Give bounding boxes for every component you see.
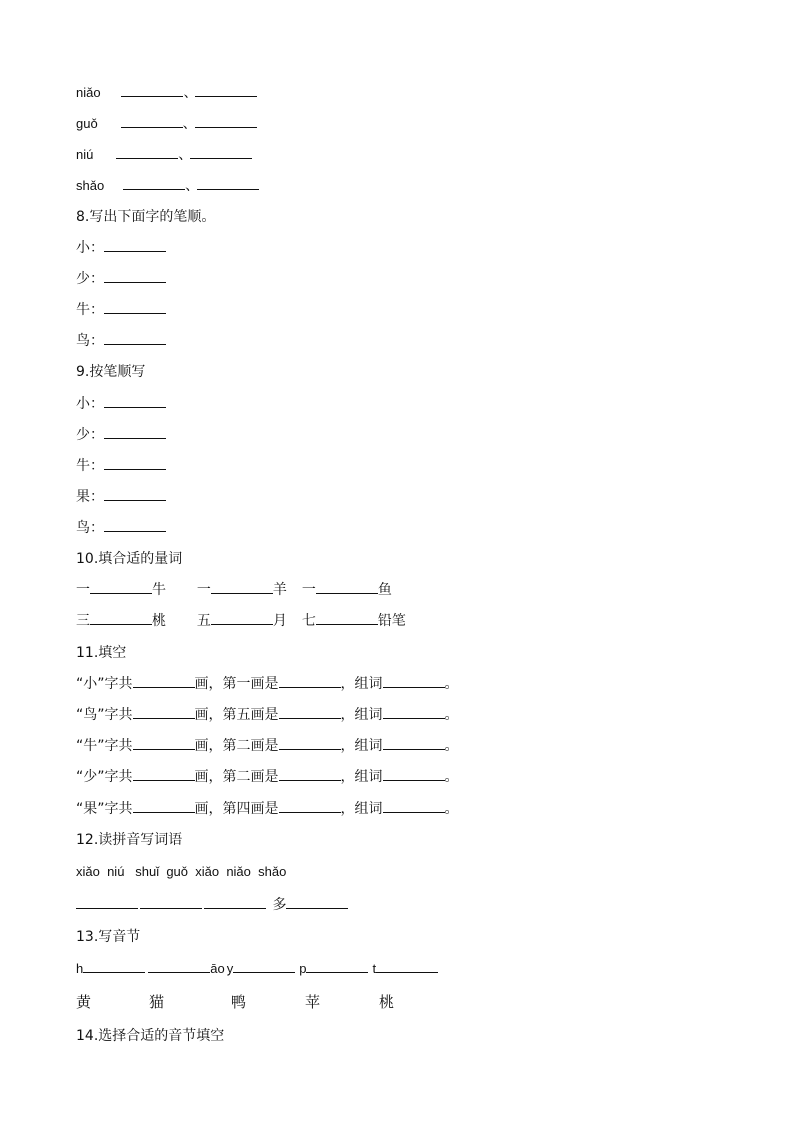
answer-blank[interactable] [279,766,341,781]
question-10-title: 10.填合适的量词 [76,551,183,567]
character: 黄 [76,993,92,1011]
prompt-text: “牛”字共 [76,738,133,754]
answer-blank[interactable] [306,958,368,973]
initial-letter: h [76,961,84,976]
stroke-order-item [76,329,166,353]
number-char: 三 [76,613,90,629]
prompt-text: 。 [444,707,459,723]
initial-letter: t [372,961,377,976]
answer-blank[interactable] [279,798,341,813]
prompt-text: 画，第二画是 [194,738,279,754]
answer-blank[interactable] [195,113,257,128]
stroke-order-item [76,298,166,322]
prompt-text: 画，第四画是 [194,801,279,817]
answer-blank[interactable] [211,579,273,594]
character: 鸭 [231,993,247,1011]
answer-blank[interactable] [104,268,166,283]
stroke-order-item [76,267,166,291]
character: 猫 [149,993,165,1011]
answer-blank[interactable] [279,673,341,688]
prompt-text: ，组词 [340,738,383,754]
answer-blank[interactable] [123,175,185,190]
answer-blank[interactable] [279,704,341,719]
item-label: 牛： [76,302,104,318]
question-8-title: 8.写出下面字的笔顺。 [76,209,216,225]
word-writing-row [76,893,348,917]
answer-blank[interactable] [83,958,145,973]
syllable-row [76,957,438,981]
stroke-order-item [76,423,166,447]
prompt-text: “小”字共 [76,676,133,692]
prompt-text: 画，第一画是 [194,676,279,692]
answer-blank[interactable] [104,330,166,345]
prompt-text: ，组词 [340,707,383,723]
noun-char: 铅笔 [377,613,406,629]
question-14-title: 14.选择合适的音节填空 [76,1028,225,1044]
answer-blank[interactable] [104,299,166,314]
answer-blank[interactable] [204,894,266,909]
prompt-text: ，组词 [340,769,383,785]
answer-blank[interactable] [383,798,445,813]
stroke-order-item [76,392,166,416]
fill-blank-row [76,734,459,758]
separator: 、 [182,116,197,132]
item-label: 牛： [76,458,104,474]
prompt-text: ，组词 [340,801,383,817]
measure-word-row [76,578,392,602]
answer-blank[interactable] [133,673,195,688]
answer-blank[interactable] [104,393,166,408]
number-char: 一 [76,582,90,598]
separator: 、 [185,178,200,194]
answer-blank[interactable] [286,894,348,909]
answer-blank[interactable] [190,144,252,159]
number-char: 五 [196,613,211,629]
prompt-text: 。 [444,769,459,785]
prompt-text: 画，第二画是 [194,769,279,785]
answer-blank[interactable] [233,958,295,973]
question-12-title: 12.读拼音写词语 [76,832,183,848]
measure-word-row [76,609,406,633]
answer-blank[interactable] [195,82,257,97]
item-label: 鸟： [76,520,104,536]
answer-blank[interactable] [140,894,202,909]
answer-blank[interactable] [90,579,152,594]
prompt-text: “鸟”字共 [76,707,133,723]
question-13-title: 13.写音节 [76,929,141,945]
answer-blank[interactable] [376,958,438,973]
pinyin-syllable: shǎo [76,178,105,193]
answer-blank[interactable] [316,579,378,594]
answer-blank[interactable] [104,424,166,439]
pinyin-syllable: niú [76,147,94,162]
character: 苹 [305,993,321,1011]
pinyin-line [76,81,257,105]
answer-blank[interactable] [211,610,273,625]
separator: 、 [183,85,198,101]
prompt-text: “少”字共 [76,769,133,785]
answer-blank[interactable] [104,237,166,252]
prompt-text: 。 [444,676,459,692]
number-char: 一 [196,582,211,598]
noun-char: 鱼 [377,582,392,598]
prompt-text: 画，第五画是 [194,707,279,723]
answer-blank[interactable] [121,113,183,128]
answer-blank[interactable] [197,175,259,190]
fill-blank-row [76,672,459,696]
item-label: 鸟： [76,333,104,349]
number-char: 七 [301,613,316,629]
answer-blank[interactable] [76,894,138,909]
pinyin-line [76,112,257,136]
answer-blank[interactable] [133,735,195,750]
initial-letter: p [299,961,307,976]
pinyin-syllable: niǎo [76,85,101,100]
stroke-order-item [76,485,166,509]
final-letters: āo [210,961,225,976]
fill-blank-row [76,765,459,789]
noun-char: 月 [272,613,287,629]
answer-blank[interactable] [148,958,210,973]
prompt-text: ，组词 [340,676,383,692]
pinyin-line [76,174,259,198]
answer-blank[interactable] [383,673,445,688]
question-11-title: 11.填空 [76,645,127,661]
answer-blank[interactable] [279,735,341,750]
prompt-text: 。 [444,738,459,754]
stroke-order-item [76,236,166,260]
separator: 、 [178,147,193,163]
given-char: 多 [272,897,287,913]
answer-blank[interactable] [104,455,166,470]
number-char: 一 [301,582,316,598]
item-label: 少： [76,427,104,443]
stroke-order-item [76,516,166,540]
item-label: 小： [76,240,104,256]
answer-blank[interactable] [116,144,178,159]
answer-blank[interactable] [133,798,195,813]
fill-blank-row [76,703,459,727]
answer-blank[interactable] [133,766,195,781]
prompt-text: 。 [444,801,459,817]
character: 桃 [379,993,395,1011]
pinyin-syllable: guǒ [76,116,98,131]
answer-blank[interactable] [383,766,445,781]
item-label: 小： [76,396,104,412]
answer-blank[interactable] [383,704,445,719]
answer-blank[interactable] [104,486,166,501]
pinyin-line [76,143,252,167]
answer-blank[interactable] [90,610,152,625]
fill-blank-row [76,797,459,821]
prompt-text: “果”字共 [76,801,133,817]
initial-letter: y [226,961,234,976]
answer-blank[interactable] [383,735,445,750]
pinyin-prompt: xiǎo niú shuǐ guǒ xiǎo niǎo shǎo [76,864,287,879]
item-label: 少： [76,271,104,287]
noun-char: 羊 [272,582,287,598]
stroke-order-item [76,454,166,478]
noun-char: 桃 [152,613,166,629]
answer-blank[interactable] [133,704,195,719]
question-9-title: 9.按笔顺写 [76,364,146,380]
noun-char: 牛 [152,582,166,598]
item-label: 果： [76,489,104,505]
answer-blank[interactable] [104,517,166,532]
answer-blank[interactable] [121,82,183,97]
answer-blank[interactable] [316,610,378,625]
